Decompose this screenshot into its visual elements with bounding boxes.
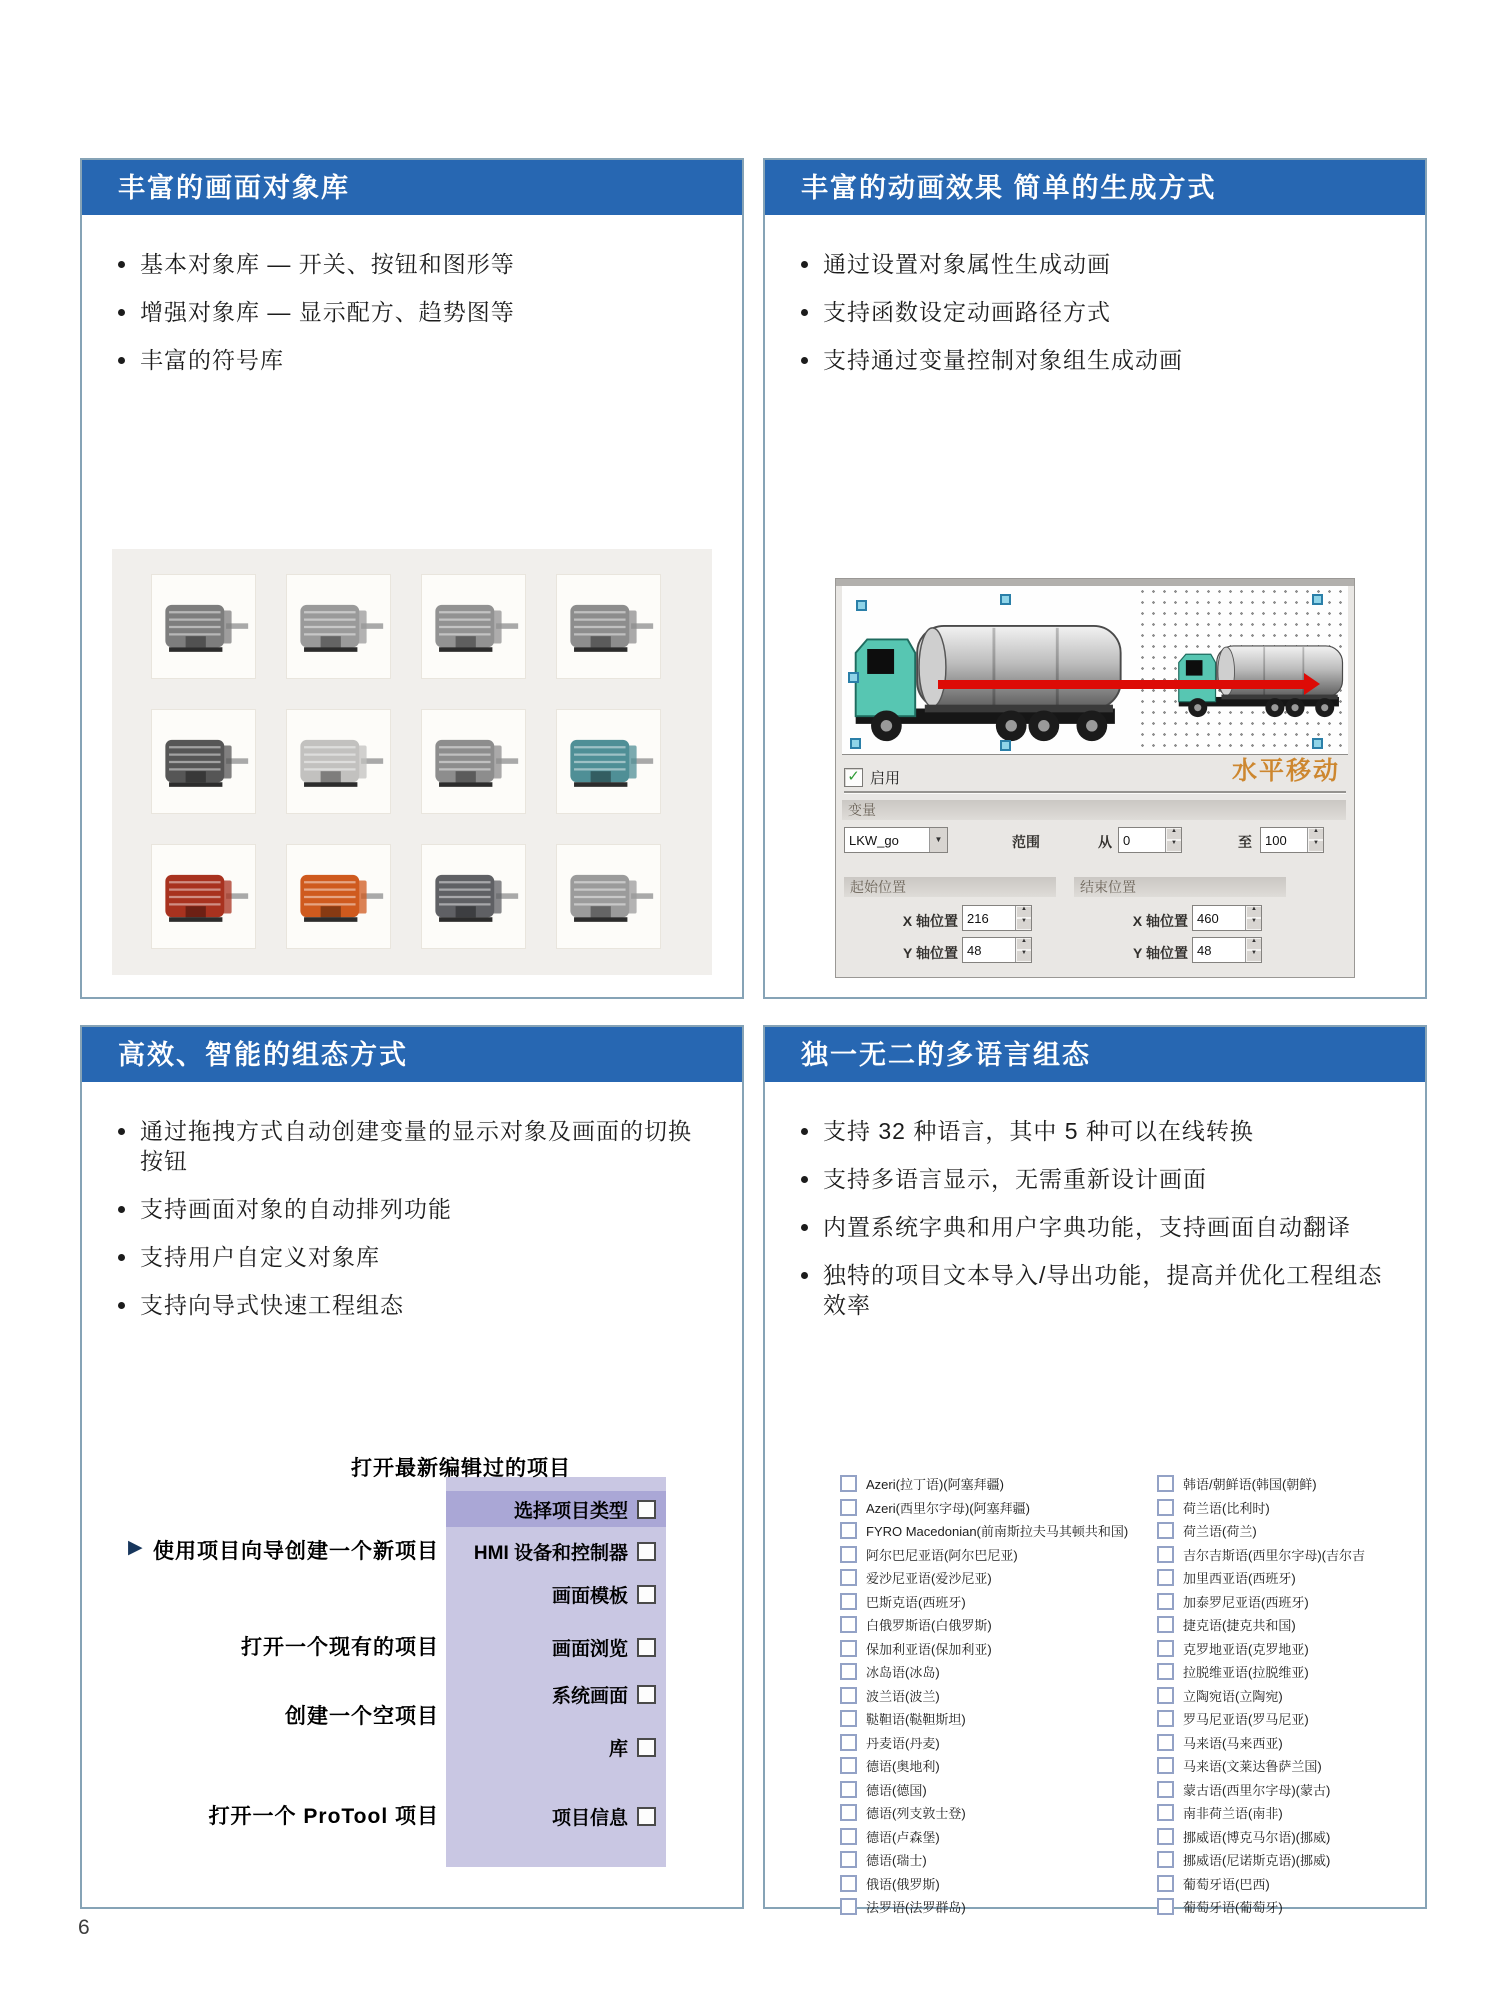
- language-checkbox[interactable]: [1157, 1616, 1174, 1633]
- wizard-step-label: 画面浏览: [551, 1638, 628, 1660]
- language-checkbox[interactable]: [1157, 1546, 1174, 1563]
- screenshot-chrome: [836, 579, 1354, 586]
- language-item[interactable]: [840, 1684, 1150, 1708]
- language-checkbox[interactable]: [1157, 1663, 1174, 1680]
- motor-icon: [293, 868, 385, 926]
- range-label: 范围: [1012, 834, 1040, 850]
- start-position-label: 起始位置: [844, 877, 1056, 897]
- panel-title: 高效、智能的组态方式: [82, 1027, 742, 1082]
- language-label: 保加利亚语(保加利亚): [866, 1641, 992, 1657]
- spin-up-icon[interactable]: ▲: [1246, 938, 1261, 950]
- language-checkbox[interactable]: [840, 1475, 857, 1492]
- bullet: 支持通过变量控制对象组生成动画: [799, 345, 1395, 375]
- language-item[interactable]: [840, 1543, 1150, 1567]
- spin-down-icon[interactable]: ▼: [1246, 918, 1261, 930]
- panel-title: 丰富的画面对象库: [82, 160, 742, 215]
- to-value: 100: [1265, 833, 1287, 848]
- language-item[interactable]: [1157, 1543, 1467, 1567]
- language-checkbox[interactable]: [840, 1522, 857, 1539]
- panel-title: 独一无二的多语言组态: [765, 1027, 1425, 1082]
- motor-symbol-tile: [421, 574, 526, 679]
- language-label: 加里西亚语(西班牙): [1183, 1571, 1296, 1587]
- language-item[interactable]: [1157, 1825, 1467, 1849]
- animation-settings-screenshot: [835, 578, 1355, 978]
- language-label: 丹麦语(丹麦): [866, 1735, 940, 1751]
- language-checkbox[interactable]: [1157, 1475, 1174, 1492]
- bullet: 支持多语言显示，无需重新设计画面: [799, 1164, 1395, 1194]
- language-item[interactable]: [1157, 1566, 1467, 1590]
- language-label: 波兰语(波兰): [866, 1688, 940, 1704]
- wizard-menu-item[interactable]: 打开最新编辑过的项目: [351, 1457, 571, 1480]
- end-position-label: 结束位置: [1074, 877, 1286, 897]
- language-label: 葡萄牙语(巴西): [1183, 1876, 1270, 1892]
- language-item[interactable]: [840, 1707, 1150, 1731]
- spin-down-icon[interactable]: ▼: [1016, 918, 1031, 930]
- language-item[interactable]: [1157, 1496, 1467, 1520]
- language-item[interactable]: [1157, 1754, 1467, 1778]
- language-item[interactable]: [840, 1825, 1150, 1849]
- wizard-step-item[interactable]: [446, 1491, 666, 1527]
- motor-symbol-tile: [286, 844, 391, 949]
- language-list-column-2: [1157, 1472, 1467, 1919]
- language-checkbox[interactable]: [1157, 1522, 1174, 1539]
- motion-path-arrow: [1304, 673, 1320, 695]
- wizard-step-checkbox[interactable]: [637, 1542, 656, 1561]
- language-checkbox[interactable]: [840, 1898, 857, 1915]
- language-checkbox[interactable]: [840, 1593, 857, 1610]
- design-canvas: [842, 586, 1348, 755]
- to-spinner[interactable]: [1260, 827, 1324, 853]
- motor-symbol-grid: [112, 549, 712, 975]
- language-label: 罗马尼亚语(罗马尼亚): [1183, 1712, 1309, 1728]
- language-label: 德语(列支敦士登): [866, 1806, 966, 1822]
- bullet: 基本对象库 — 开关、按钮和图形等: [116, 249, 712, 279]
- end-x-value: 460: [1197, 911, 1219, 926]
- language-checkbox[interactable]: [840, 1640, 857, 1657]
- end-y-spinner[interactable]: [1192, 937, 1262, 963]
- language-checkbox[interactable]: [1157, 1499, 1174, 1516]
- language-item[interactable]: [1157, 1872, 1467, 1896]
- language-checkbox[interactable]: [840, 1569, 857, 1586]
- language-checkbox[interactable]: [840, 1757, 857, 1774]
- variable-value: LKW_go: [849, 833, 899, 848]
- bullet: 独特的项目文本导入/导出功能，提高并优化工程组态效率: [799, 1260, 1395, 1320]
- wizard-step-label: 画面模板: [551, 1585, 628, 1607]
- selection-handle[interactable]: [850, 738, 861, 749]
- start-x-value: 216: [967, 911, 989, 926]
- motor-symbol-tile: [421, 709, 526, 814]
- wizard-step-label: 选择项目类型: [513, 1500, 628, 1522]
- language-label: 葡萄牙语(葡萄牙): [1183, 1900, 1283, 1916]
- selection-handle[interactable]: [856, 600, 867, 611]
- wizard-step-item[interactable]: [446, 1533, 666, 1569]
- language-item[interactable]: [1157, 1613, 1467, 1637]
- language-label: 立陶宛语(立陶宛): [1183, 1688, 1283, 1704]
- motor-symbol-tile: [556, 574, 661, 679]
- language-item[interactable]: [840, 1754, 1150, 1778]
- from-value: 0: [1123, 833, 1131, 848]
- language-item[interactable]: [840, 1590, 1150, 1614]
- language-checkbox[interactable]: [840, 1499, 857, 1516]
- motor-icon: [428, 733, 520, 791]
- language-label: 拉脱维亚语(拉脱维亚): [1183, 1665, 1309, 1681]
- spin-up-icon[interactable]: ▲: [1308, 828, 1323, 840]
- language-label: 德语(卢森堡): [866, 1829, 940, 1845]
- language-label: 法罗语(法罗群岛): [866, 1900, 966, 1916]
- bullet: 支持 32 种语言，其中 5 种可以在线转换: [799, 1116, 1395, 1146]
- language-item[interactable]: [1157, 1519, 1467, 1543]
- language-label: FYRO Macedonian(前南斯拉夫马其顿共和国): [866, 1524, 1129, 1540]
- enable-checkbox[interactable]: ✓: [844, 768, 863, 787]
- language-item[interactable]: [840, 1496, 1150, 1520]
- motor-icon: [563, 598, 655, 656]
- wizard-step-checkbox[interactable]: [637, 1685, 656, 1704]
- wizard-step-item[interactable]: [446, 1676, 666, 1712]
- x-axis-label: X 轴位置: [902, 913, 958, 929]
- language-checkbox[interactable]: [840, 1781, 857, 1798]
- language-item[interactable]: [840, 1848, 1150, 1872]
- end-position-group: [1074, 877, 1286, 972]
- from-label: 从: [1098, 834, 1112, 850]
- spin-up-icon[interactable]: ▲: [1016, 906, 1031, 918]
- motion-path-bar: [938, 680, 1306, 689]
- language-item[interactable]: [840, 1472, 1150, 1496]
- selection-handle[interactable]: [1000, 594, 1011, 605]
- bullet-list: [82, 1082, 742, 1320]
- language-label: 鞑靼语(鞑靼斯坦): [866, 1712, 966, 1728]
- language-label: 白俄罗斯语(白俄罗斯): [866, 1618, 992, 1634]
- tanker-truck-selected: [848, 600, 1136, 746]
- panel-multilanguage: [763, 1025, 1427, 1916]
- start-y-value: 48: [967, 943, 982, 958]
- motor-icon: [563, 733, 655, 791]
- project-wizard-screenshot: [122, 1442, 682, 1897]
- x-axis-label: X 轴位置: [1132, 913, 1188, 929]
- language-checkbox[interactable]: [840, 1546, 857, 1563]
- y-axis-label: Y 轴位置: [903, 945, 958, 961]
- wizard-step-checkbox[interactable]: [637, 1807, 656, 1826]
- motor-symbol-tile: [556, 844, 661, 949]
- language-label: 挪威语(博克马尔语)(挪威): [1183, 1829, 1331, 1845]
- language-label: 巴斯克语(西班牙): [866, 1594, 966, 1610]
- language-label: 德语(奥地利): [866, 1759, 940, 1775]
- language-label: 挪威语(尼诺斯克语)(挪威): [1183, 1853, 1331, 1869]
- language-item[interactable]: [840, 1801, 1150, 1825]
- motor-symbol-tile: [556, 709, 661, 814]
- language-checkbox[interactable]: [840, 1804, 857, 1821]
- language-item[interactable]: [840, 1637, 1150, 1661]
- language-label: 南非荷兰语(南非): [1183, 1806, 1283, 1822]
- motor-symbol-tile: [151, 844, 256, 949]
- language-item[interactable]: [840, 1778, 1150, 1802]
- motor-icon: [428, 598, 520, 656]
- bullet-list: [765, 1082, 1425, 1320]
- language-label: 克罗地亚语(克罗地亚): [1183, 1641, 1309, 1657]
- language-checkbox[interactable]: [1157, 1781, 1174, 1798]
- panel-screen-object-library: [80, 158, 744, 999]
- page-number: 6: [78, 1916, 90, 1939]
- wizard-step-checkbox[interactable]: [637, 1738, 656, 1757]
- language-checkbox[interactable]: [840, 1734, 857, 1751]
- end-y-value: 48: [1197, 943, 1212, 958]
- bullet: 支持向导式快速工程组态: [116, 1290, 712, 1320]
- language-checkbox[interactable]: [1157, 1687, 1174, 1704]
- language-label: 俄语(俄罗斯): [866, 1876, 940, 1892]
- motor-icon: [293, 733, 385, 791]
- variable-dropdown[interactable]: [844, 827, 948, 853]
- to-label: 至: [1238, 834, 1252, 850]
- language-checkbox[interactable]: [1157, 1875, 1174, 1892]
- language-checkbox[interactable]: [1157, 1851, 1174, 1868]
- language-item[interactable]: [1157, 1590, 1467, 1614]
- bullet: 丰富的符号库: [116, 345, 712, 375]
- language-checkbox[interactable]: [840, 1710, 857, 1727]
- bullet: 支持用户自定义对象库: [116, 1242, 712, 1272]
- wizard-step-item[interactable]: [446, 1576, 666, 1612]
- language-checkbox[interactable]: [840, 1875, 857, 1892]
- wizard-step-list: [446, 1477, 666, 1867]
- bullet: 内置系统字典和用户字典功能，支持画面自动翻译: [799, 1212, 1395, 1242]
- wizard-step-item[interactable]: [446, 1729, 666, 1765]
- wizard-step-checkbox[interactable]: [637, 1638, 656, 1657]
- bullet: 通过设置对象属性生成动画: [799, 249, 1395, 279]
- spin-up-icon[interactable]: ▲: [1166, 828, 1181, 840]
- language-item[interactable]: [1157, 1731, 1467, 1755]
- motor-symbol-tile: [286, 709, 391, 814]
- bullet: 支持函数设定动画路径方式: [799, 297, 1395, 327]
- tanker-truck-target: [1174, 630, 1348, 720]
- language-label: 荷兰语(比利时): [1183, 1500, 1270, 1516]
- wizard-menu-item[interactable]: 打开一个 ProTool 项目: [208, 1805, 439, 1828]
- language-item[interactable]: [840, 1613, 1150, 1637]
- motor-symbol-tile: [421, 844, 526, 949]
- language-checkbox[interactable]: [1157, 1898, 1174, 1915]
- wizard-step-item[interactable]: [446, 1629, 666, 1665]
- language-checkbox[interactable]: [1157, 1828, 1174, 1845]
- language-label: 马来语(马来西亚): [1183, 1735, 1283, 1751]
- language-checkbox[interactable]: [840, 1663, 857, 1680]
- wizard-menu-item[interactable]: 打开一个现有的项目: [241, 1636, 439, 1659]
- language-item[interactable]: [840, 1660, 1150, 1684]
- horizontal-move-label: 水平移动: [1231, 757, 1340, 785]
- language-item[interactable]: [840, 1519, 1150, 1543]
- language-checkbox[interactable]: [840, 1851, 857, 1868]
- language-label: 加泰罗尼亚语(西班牙): [1183, 1594, 1309, 1610]
- language-checkbox[interactable]: [840, 1687, 857, 1704]
- language-label: Azeri(拉丁语)(阿塞拜疆): [866, 1477, 1004, 1493]
- language-checkbox[interactable]: [1157, 1640, 1174, 1657]
- wizard-menu-item[interactable]: 使用项目向导创建一个新项目: [153, 1540, 439, 1563]
- enable-label: 启用: [870, 769, 901, 787]
- selection-handle[interactable]: [1312, 594, 1323, 605]
- motor-icon: [428, 868, 520, 926]
- language-label: 马来语(文莱达鲁萨兰国): [1183, 1759, 1322, 1775]
- end-x-spinner[interactable]: [1192, 905, 1262, 931]
- wizard-step-item[interactable]: [446, 1798, 666, 1834]
- language-checkbox[interactable]: [1157, 1757, 1174, 1774]
- bullet-list: [82, 215, 742, 375]
- dropdown-caret-icon[interactable]: ▼: [929, 828, 947, 852]
- motor-icon: [158, 733, 250, 791]
- language-item[interactable]: [1157, 1637, 1467, 1661]
- selection-handle[interactable]: [1000, 740, 1011, 751]
- language-label: 捷克语(捷克共和国): [1183, 1618, 1296, 1634]
- language-item[interactable]: [1157, 1684, 1467, 1708]
- selection-handle[interactable]: [848, 672, 859, 683]
- language-label: 冰岛语(冰岛): [866, 1665, 940, 1681]
- language-label: Azeri(西里尔字母)(阿塞拜疆): [866, 1500, 1030, 1516]
- motor-icon: [563, 868, 655, 926]
- spin-up-icon[interactable]: ▲: [1016, 938, 1031, 950]
- bullet: 通过拖拽方式自动创建变量的显示对象及画面的切换按钮: [116, 1116, 712, 1176]
- language-label: 德语(瑞士): [866, 1853, 927, 1869]
- motor-icon: [158, 868, 250, 926]
- spin-down-icon[interactable]: ▼: [1016, 950, 1031, 962]
- wizard-step-checkbox[interactable]: [637, 1585, 656, 1604]
- wizard-selection-arrow-icon: ▶: [128, 1537, 143, 1558]
- spin-down-icon[interactable]: ▼: [1308, 840, 1323, 852]
- panel-configuration: [80, 1025, 744, 1909]
- motor-symbol-tile: [151, 709, 256, 814]
- language-label: 韩语/朝鲜语(韩国(朝鲜): [1183, 1477, 1317, 1493]
- language-item[interactable]: [1157, 1801, 1467, 1825]
- wizard-step-label: HMI 设备和控制器: [473, 1542, 628, 1564]
- bullet: 支持画面对象的自动排列功能: [116, 1194, 712, 1224]
- language-item[interactable]: [840, 1566, 1150, 1590]
- spin-up-icon[interactable]: ▲: [1246, 906, 1261, 918]
- language-item[interactable]: [1157, 1778, 1467, 1802]
- language-label: 荷兰语(荷兰): [1183, 1524, 1257, 1540]
- language-item[interactable]: [1157, 1472, 1467, 1496]
- language-label: 蒙古语(西里尔字母)(蒙古): [1183, 1782, 1331, 1798]
- language-label: 德语(德国): [866, 1782, 927, 1798]
- language-item[interactable]: [840, 1895, 1150, 1919]
- language-checkbox[interactable]: [1157, 1593, 1174, 1610]
- selection-handle[interactable]: [1312, 738, 1323, 749]
- bullet: 增强对象库 — 显示配方、趋势图等: [116, 297, 712, 327]
- wizard-menu-item[interactable]: 创建一个空项目: [285, 1705, 439, 1728]
- language-checkbox[interactable]: [840, 1828, 857, 1845]
- language-list-column-1: [840, 1472, 1150, 1919]
- language-item[interactable]: [840, 1872, 1150, 1896]
- from-spinner[interactable]: [1118, 827, 1182, 853]
- motor-symbol-tile: [286, 574, 391, 679]
- y-axis-label: Y 轴位置: [1133, 945, 1188, 961]
- motor-symbol-tile: [151, 574, 256, 679]
- language-checkbox[interactable]: [840, 1616, 857, 1633]
- motor-icon: [293, 598, 385, 656]
- language-label: 阿尔巴尼亚语(阿尔巴尼亚): [866, 1547, 1018, 1563]
- language-label: 爱沙尼亚语(爱沙尼亚): [866, 1571, 992, 1587]
- start-y-spinner[interactable]: [962, 937, 1032, 963]
- panel-animation-effects: [763, 158, 1427, 999]
- motor-icon: [158, 598, 250, 656]
- wizard-step-checkbox[interactable]: [637, 1500, 656, 1519]
- start-x-spinner[interactable]: [962, 905, 1032, 931]
- language-checkbox[interactable]: [1157, 1734, 1174, 1751]
- wizard-step-label: 项目信息: [551, 1807, 628, 1829]
- language-checkbox[interactable]: [1157, 1569, 1174, 1586]
- variable-group-label: 变量: [842, 800, 1346, 820]
- wizard-step-label: 系统画面: [551, 1685, 628, 1707]
- language-label: 吉尔吉斯语(西里尔字母)(吉尔吉: [1183, 1547, 1365, 1563]
- wizard-step-label: 库: [608, 1738, 628, 1760]
- language-checkbox[interactable]: [1157, 1804, 1174, 1821]
- bullet-list: [765, 215, 1425, 375]
- spin-down-icon[interactable]: ▼: [1166, 840, 1181, 852]
- language-item[interactable]: [840, 1731, 1150, 1755]
- language-item[interactable]: [1157, 1660, 1467, 1684]
- language-item[interactable]: [1157, 1848, 1467, 1872]
- start-position-group: [844, 877, 1056, 972]
- language-item[interactable]: [1157, 1707, 1467, 1731]
- spin-down-icon[interactable]: ▼: [1246, 950, 1261, 962]
- language-checkbox[interactable]: [1157, 1710, 1174, 1727]
- language-item[interactable]: [1157, 1895, 1467, 1919]
- panel-title: 丰富的动画效果 简单的生成方式: [765, 160, 1425, 215]
